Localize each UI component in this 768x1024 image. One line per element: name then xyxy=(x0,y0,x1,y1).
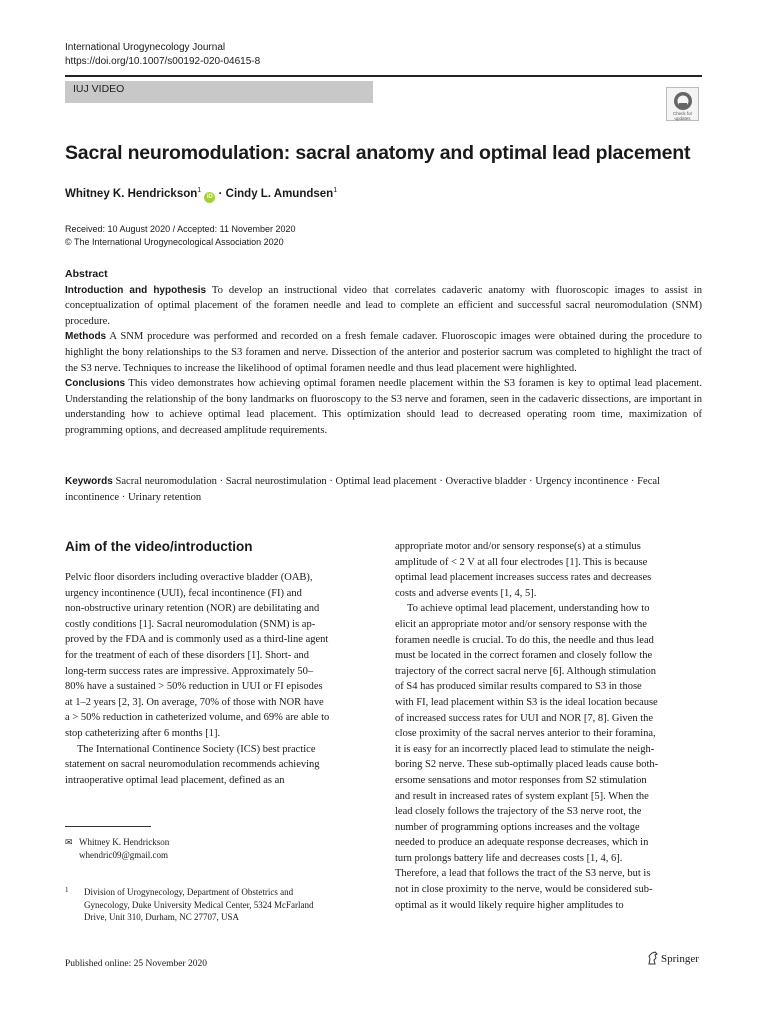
right-paragraph-2 xyxy=(395,601,702,913)
publisher-logo xyxy=(647,951,699,966)
text-line: The International Continence Society (ICS) best practice xyxy=(77,743,316,755)
right-paragraph-1 xyxy=(395,539,702,601)
author-affil-sup: 1 xyxy=(197,187,202,194)
journal-name: International Urogynecology Journal xyxy=(65,42,226,53)
text-line: of increased success rates for UUI and NOR [7, 8]. Given the xyxy=(395,712,654,724)
left-paragraph-1 xyxy=(65,570,373,742)
right-column xyxy=(395,539,702,913)
article-title: Sacral neuromodulation: sacral anatomy and optimal lead placement xyxy=(65,142,691,164)
keywords-text: Sacral neuromodulation · Sacral neurostimulation · Optimal lead placement · Overactive bladder · Urgency incontinence · Fecal incontinence · Urinary retention xyxy=(65,476,661,503)
text-line: for the treatment of each of these disorders [1]. Short- and xyxy=(65,649,310,661)
received-accepted: Received: 10 August 2020 / Accepted: 11 November 2020 xyxy=(65,224,296,234)
text-line: close proximity of the sacral nerves anterior to their foramina, xyxy=(395,728,656,740)
check-updates-icon xyxy=(673,91,693,111)
author-affil-sup: 1 xyxy=(333,187,338,194)
corresponding-email[interactable]: whendric09@gmail.com xyxy=(79,850,169,860)
intro-text: To develop an instructional video that correlates cadaveric anatomy with fluoroscopic images to assist in conceptualization of optimal placement of the foramen needle and lead to complete an efficient and successful sacral neuromodulation (SNM) procedure. xyxy=(65,284,702,327)
article-dates xyxy=(65,223,296,249)
correspondence xyxy=(65,836,169,862)
text-line: intraoperative optimal lead placement, defined as an xyxy=(65,774,285,786)
header-rule xyxy=(65,75,702,77)
affiliation xyxy=(65,886,365,924)
intro-label: Introduction and hypothesis xyxy=(65,284,207,296)
text-line: foramen needle is crucial. To do this, the needle and thus lead xyxy=(395,634,654,646)
text-line: it is easy for an incorrectly placed lead to stimulate the neigh- xyxy=(395,743,655,755)
keywords-section xyxy=(65,474,702,506)
text-line: must be located in the correct foramen and closely follow the xyxy=(395,650,653,662)
text-line: ersome sensations and motor responses from S2 stimulation xyxy=(395,774,647,786)
text-line: proved by the FDA and is commonly used as a third-line agent xyxy=(65,634,329,646)
text-line: elicit an appropriate motor and/or sensory response with the xyxy=(395,618,647,630)
abstract-intro xyxy=(65,283,702,330)
text-line: long-term success rates are impressive. Approximately 50– xyxy=(65,665,314,677)
text-line: lead closely follows the trajectory of the S3 nerve root, the xyxy=(395,806,642,818)
text-line: at 1–2 years [2, 3]. On average, 70% of those with NOR have xyxy=(65,696,324,708)
text-line: To achieve optimal lead placement, understanding how to xyxy=(407,603,650,615)
text-line: costly conditions [1]. Sacral neuromodulation (SNM) is ap- xyxy=(65,618,316,630)
text-line: optimal lead placement increases success rates and decreases xyxy=(395,572,652,584)
section-label: IUJ VIDEO xyxy=(65,81,373,103)
text-line: a > 50% reduction in catheterized volume, and 69% are able to xyxy=(65,712,330,724)
author-name[interactable]: Cindy L. Amundsen xyxy=(225,187,334,200)
affiliation-number: 1 xyxy=(65,886,69,894)
envelope-icon: ✉ xyxy=(65,837,73,847)
copyright-icon: © xyxy=(65,237,72,247)
text-line: and result in increased rates of system explant [5]. When the xyxy=(395,790,649,802)
springer-horse-icon xyxy=(647,951,659,965)
text-line: optimal as it would likely require higher amplitudes to xyxy=(395,899,624,911)
copyright-holder: The International Urogynecological Association 2020 xyxy=(73,237,284,247)
published-date: Published online: 25 November 2020 xyxy=(65,959,207,969)
footnote-rule xyxy=(65,826,151,827)
text-line: needed to produce an adequate response decreases, which in xyxy=(395,837,649,849)
copyright-line xyxy=(65,236,296,249)
abstract-conclusions xyxy=(65,376,702,438)
conclusions-text: This video demonstrates how achieving optimal foramen needle placement within the S3 foramen is key to optimal lead placement. Understanding the relationship of the bony landmarks on fluoroscopy to the S3 nerve and foramen, seen in the cadaveric dissections, are important in understanding how to achieve optimal lead placement. This optimization should lead to decreased operating room time, maximization of programming options, and decreased amplitude requirements. xyxy=(65,378,702,436)
check-updates-label-1: Check for xyxy=(672,111,693,116)
methods-label: Methods xyxy=(65,331,107,343)
check-for-updates-badge[interactable] xyxy=(666,87,699,121)
keywords-label: Keywords xyxy=(65,476,113,487)
affiliation-line: Gynecology, Duke University Medical Center, 5324 McFarland xyxy=(84,899,314,910)
journal-header xyxy=(65,41,260,69)
conclusions-label: Conclusions xyxy=(65,378,126,390)
text-line: 80% have a sustained > 50% reduction in UUI or FI episodes xyxy=(65,681,323,693)
doi-link[interactable]: https://doi.org/10.1007/s00192-020-04615-8 xyxy=(65,56,261,67)
abstract-methods xyxy=(65,329,702,376)
author-list xyxy=(65,183,337,203)
left-column xyxy=(65,570,373,788)
text-line: not in close proximity to the nerve, would be considered sub- xyxy=(395,884,653,896)
text-line: of S4 has produced similar results compared to S3 in those xyxy=(395,681,642,693)
orcid-icon[interactable]: iD xyxy=(204,192,215,203)
section-heading: Aim of the video/introduction xyxy=(65,539,253,554)
text-line: statement on sacral neuromodulation recommends achieving xyxy=(65,759,320,771)
text-line: appropriate motor and/or sensory response(s) at a stimulus xyxy=(395,541,641,552)
text-line: amplitude of < 2 V at all four electrodes [1]. This is because xyxy=(395,556,648,568)
affiliation-line: Division of Urogynecology, Department of Obstetrics and xyxy=(84,887,294,897)
text-line: turn prolongs battery life and decreases costs [1, 4, 6]. xyxy=(395,852,623,864)
author-separator: · xyxy=(218,187,223,200)
text-line: urgency incontinence (UUI), fecal incontinence (FI) and xyxy=(65,587,302,599)
left-paragraph-2 xyxy=(65,742,373,789)
publisher-name: Springer xyxy=(661,953,699,965)
text-line: costs and adverse events [1, 4, 5]. xyxy=(395,587,537,599)
abstract-heading: Abstract xyxy=(65,268,108,280)
affiliation-line: Drive, Unit 310, Durham, NC 27707, USA xyxy=(84,912,239,922)
check-updates-label-2: updates xyxy=(674,116,691,121)
abstract-section xyxy=(65,267,702,439)
text-line: boring S2 nerve. These sub-optimally placed leads cause both- xyxy=(395,759,659,771)
corresponding-author: Whitney K. Hendrickson xyxy=(79,837,170,847)
text-line: with FI, lead placement within S3 is the ideal location because xyxy=(395,696,658,708)
author-name[interactable]: Whitney K. Hendrickson xyxy=(65,187,198,200)
text-line: Pelvic floor disorders including overactive bladder (OAB), xyxy=(65,572,313,583)
text-line: non-obstructive urinary retention (NOR) are debilitating and xyxy=(65,603,320,615)
text-line: Therefore, a lead that follows the tract of the S3 nerve, but is xyxy=(395,868,651,880)
text-line: number of programming options increases and the voltage xyxy=(395,821,640,833)
methods-text: A SNM procedure was performed and recorded on a fresh female cadaver. Fluoroscopic images were obtained during the procedure to highlight the bony relationships to the S3 foramen and nerve. Dissection of the anterior and posterior sacrum was completed to highlight the tract of the S3 nerve. Techniques to increase the likelihood of optimal foramen needle and thus lead placement were highlighted. xyxy=(65,331,702,374)
text-line: trajectory of the correct sacral nerve [6]. Although stimulation xyxy=(395,665,656,677)
text-line: stop catheterizing after 6 months [1]. xyxy=(65,727,221,739)
